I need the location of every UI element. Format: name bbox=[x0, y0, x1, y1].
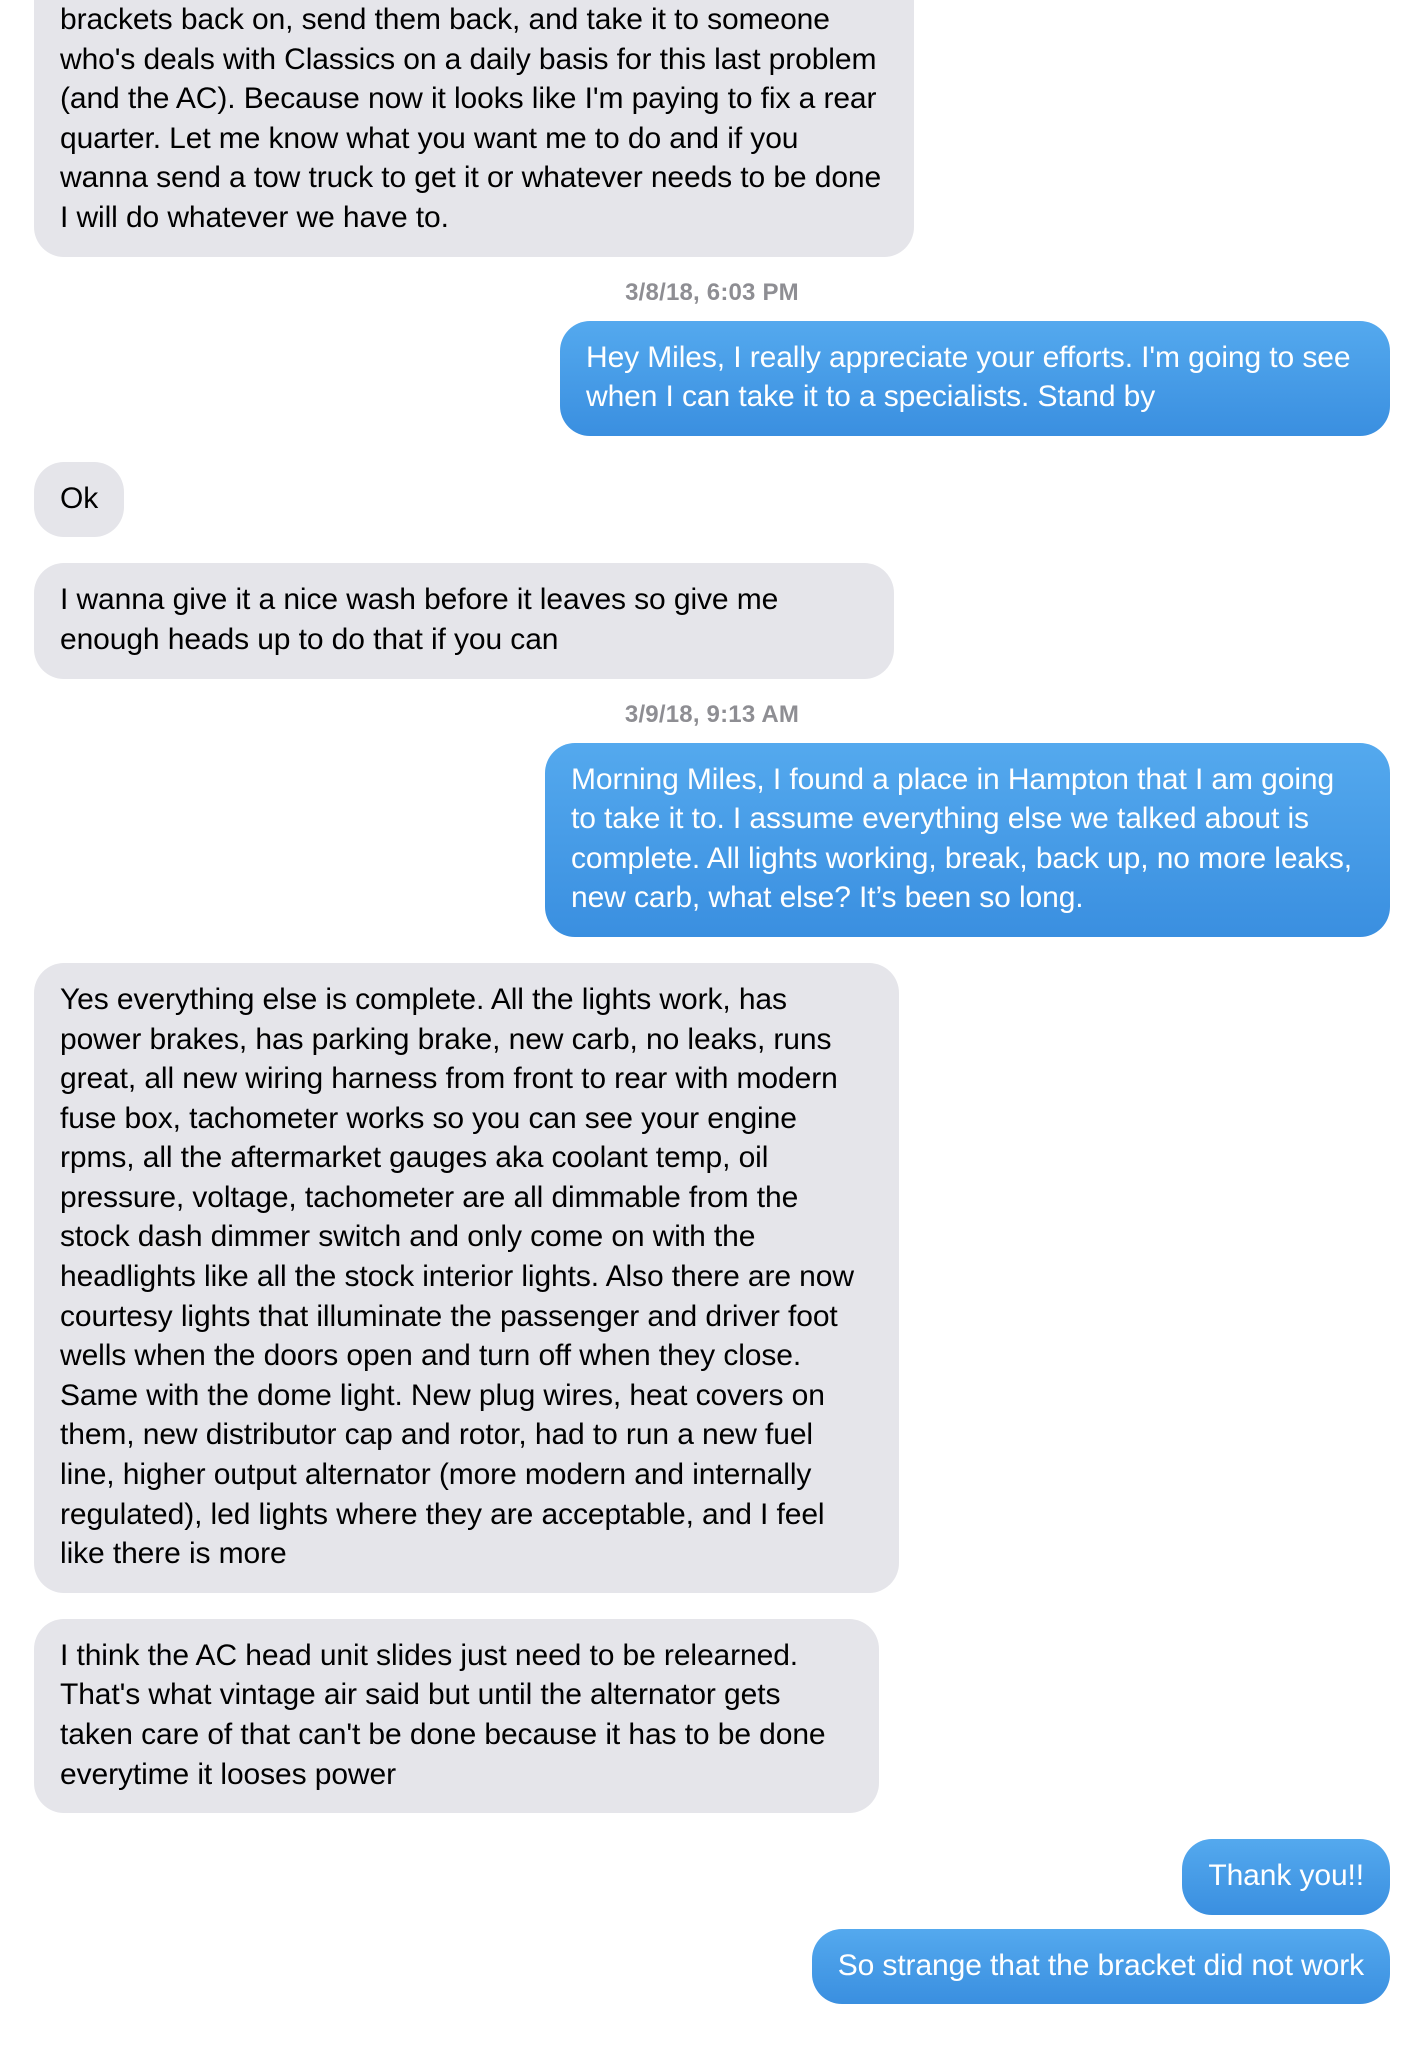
message-row bbox=[0, 743, 1424, 937]
message-row bbox=[0, 563, 1424, 678]
message-timestamp: 3/9/18, 9:13 AM bbox=[624, 700, 800, 728]
message-bubble-sent[interactable]: Thank you!! bbox=[1182, 1839, 1390, 1915]
message-row bbox=[0, 1619, 1424, 1813]
spacer bbox=[0, 257, 1424, 279]
message-bubble-sent[interactable]: Morning Miles, I found a place in Hampton that I am going to take it to. I assume everything else we talked about is complete. All lights working, break, back up, no more leaks, new carb, what else? It’s been so long. bbox=[545, 743, 1390, 937]
message-timestamp: 3/8/18, 6:03 PM bbox=[625, 278, 799, 306]
timestamp-row bbox=[0, 701, 1424, 729]
spacer bbox=[0, 436, 1424, 462]
message-row bbox=[0, 0, 1424, 257]
spacer bbox=[0, 537, 1424, 563]
spacer bbox=[0, 1813, 1424, 1839]
message-bubble-received[interactable]: Yes everything else is complete. All the lights work, has power brakes, has parking brake, new carb, no leaks, runs great, all new wiring harness from front to rear with modern fuse box, tachometer works so you can see your engine rpms, all the aftermarket gauges aka coolant temp, oil pressure, voltage, tachometer are all dimmable from the stock dash dimmer switch and only come on with the headlights like all the stock interior lights. Also there are now courtesy lights that illuminate the passenger and driver foot wells when the doors open and turn off when they close. Same with the dome light. New plug wires, heat covers on them, new distributor cap and rotor, had to run a new fuel line, higher output alternator (more modern and internally regulated), led lights where they are acceptable, and I feel like there is more bbox=[34, 963, 899, 1593]
message-bubble-received[interactable]: I think the AC head unit slides just need to be relearned. That's what vintage air said but until the alternator gets taken care of that can't be done because it has to be done everytime it looses power bbox=[34, 1619, 879, 1813]
message-bubble-received[interactable]: I wanna give it a nice wash before it leaves so give me enough heads up to do that if you can bbox=[34, 563, 894, 678]
message-row bbox=[0, 1839, 1424, 1915]
message-bubble-sent[interactable]: So strange that the bracket did not work bbox=[812, 1929, 1390, 2005]
message-row bbox=[0, 1929, 1424, 2005]
message-bubble-received[interactable]: Ok bbox=[34, 462, 124, 538]
spacer bbox=[0, 1915, 1424, 1929]
message-bubble-sent[interactable]: Hey Miles, I really appreciate your efforts. I'm going to see when I can take it to a specialists. Stand by bbox=[560, 321, 1390, 436]
message-row bbox=[0, 963, 1424, 1593]
message-row bbox=[0, 462, 1424, 538]
message-row bbox=[0, 321, 1424, 436]
spacer bbox=[0, 307, 1424, 321]
spacer bbox=[0, 729, 1424, 743]
spacer bbox=[0, 1593, 1424, 1619]
message-bubble-received[interactable]: brackets back on, send them back, and take it to someone who's deals with Classics on a daily basis for this last problem (and the AC). Because now it looks like I'm paying to fix a rear quarter. Let me know what you want me to do and if you wanna send a tow truck to get it or whatever needs to be done I will do whatever we have to. bbox=[34, 0, 914, 257]
timestamp-row bbox=[0, 279, 1424, 307]
spacer bbox=[0, 937, 1424, 963]
spacer bbox=[0, 679, 1424, 701]
